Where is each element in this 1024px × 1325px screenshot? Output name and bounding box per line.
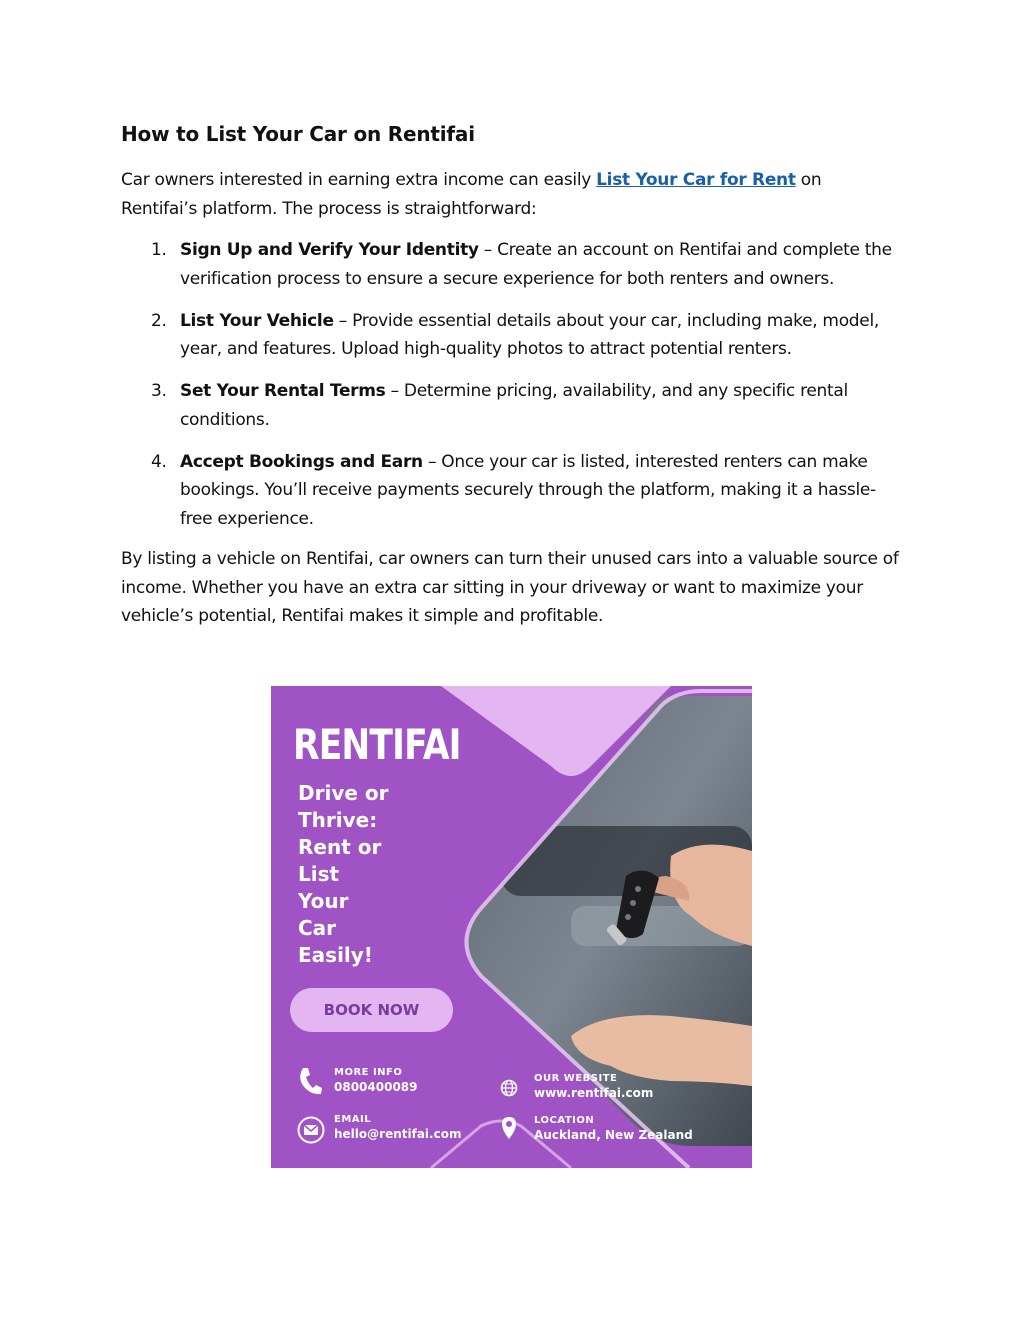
intro-text-before: Car owners interested in earning extra income can easily (121, 170, 597, 190)
intro-paragraph (121, 166, 901, 223)
step-number: 4. (151, 451, 167, 472)
location-pin-icon (500, 1116, 518, 1140)
location-label: LOCATION (534, 1115, 595, 1126)
step-title: Set Your Rental Terms (180, 381, 386, 401)
phone-icon (297, 1066, 323, 1096)
step-title: Accept Bookings and Earn (180, 451, 423, 472)
step-number: 3. (151, 381, 167, 401)
website-label: OUR WEBSITE (534, 1073, 618, 1084)
email-address: hello@rentifai.com (334, 1127, 462, 1141)
phone-number: 0800400089 (334, 1080, 418, 1094)
list-your-car-link[interactable]: List Your Car for Rent (596, 170, 796, 190)
list-item (121, 236, 901, 293)
step-number: 2. (151, 310, 167, 331)
step-number: 1. (151, 240, 167, 260)
tagline-line: Your (298, 889, 349, 913)
intro-text-after: on Rentifai’s platform. The process is straightforward: (121, 170, 822, 219)
step-text: – Create an account on Rentifai and complete the verification process to ensure a secure experience for both renters and owners. (180, 240, 892, 289)
tagline-line: Drive or (298, 781, 389, 805)
tagline-line: List (298, 862, 340, 886)
step-text: – Once your car is listed, interested renters can make bookings. You’ll receive payments securely through the platform, making it a hassle-free experience. (180, 451, 876, 529)
tagline-line: Thrive: (298, 808, 378, 832)
email-label: EMAIL (334, 1114, 372, 1125)
outro-paragraph: By listing a vehicle on Rentifai, car owners can turn their unused cars into a valuable source of income. Whether you have an extra car sitting in your driveway or want to maximize your vehicle’s potential, Rentifai makes it simple and profitable. (121, 549, 899, 626)
step-text: – Provide essential details about your car, including make, model, year, and features. Upload high-quality photos to attract potential renters. (180, 310, 879, 359)
step-title: List Your Vehicle (180, 310, 334, 331)
email-icon (297, 1116, 325, 1144)
website-info (534, 1073, 653, 1100)
steps-list (121, 236, 901, 547)
tagline-line: Easily! (298, 943, 373, 967)
step-text: – Determine pricing, availability, and any specific rental conditions. (180, 381, 848, 430)
list-item (121, 377, 901, 434)
email-info (334, 1114, 461, 1141)
location-value: Auckland, New Zealand (534, 1128, 693, 1142)
website-url: www.rentifai.com (534, 1086, 654, 1100)
brand-logo: RENTIFAI (293, 720, 461, 769)
book-now-button[interactable]: BOOK NOW (290, 988, 453, 1032)
rentifai-ad-banner (271, 686, 752, 1168)
tagline-line: Rent or (298, 835, 382, 859)
list-item (121, 448, 901, 534)
step-title: Sign Up and Verify Your Identity (180, 240, 479, 260)
ad-tagline (298, 780, 448, 969)
phone-label: MORE INFO (334, 1067, 403, 1078)
location-info (534, 1115, 693, 1142)
tagline-line: Car (298, 916, 337, 940)
article-heading: How to List Your Car on Rentifai (121, 122, 475, 146)
list-item (121, 307, 901, 364)
phone-info (334, 1067, 418, 1094)
globe-icon (500, 1079, 518, 1097)
